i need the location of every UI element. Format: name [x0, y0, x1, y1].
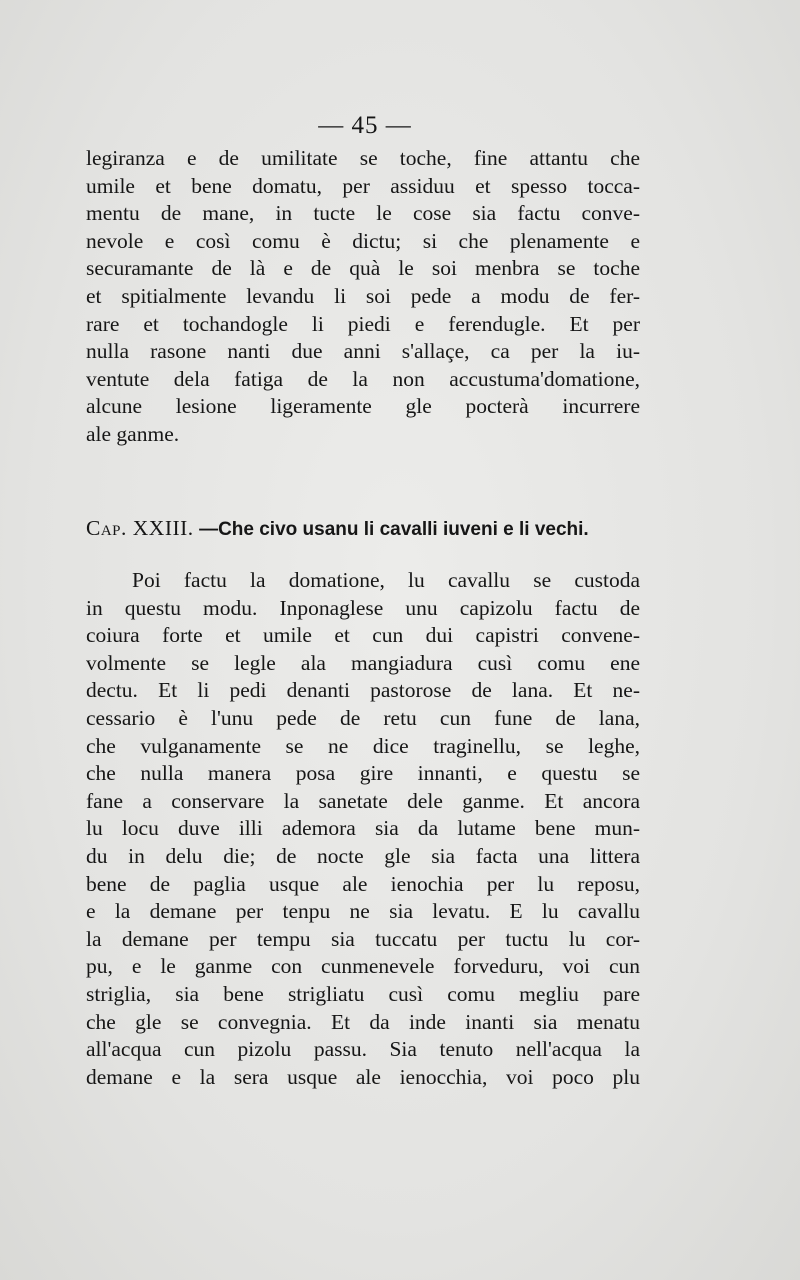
- text-line: la demane per tempu sia tuccatu per tuctu lu cor-: [86, 926, 640, 951]
- text-line: che gle se convegnia. Et da inde inanti sia menatu: [86, 1009, 640, 1034]
- text-line: volmente se legle ala mangiadura cusì comu ene: [86, 650, 640, 675]
- chapter-title: —Che civo usanu li cavalli iuveni e li vechi.: [199, 519, 589, 540]
- chapter-heading: [86, 514, 640, 544]
- text-line: striglia, sia bene strigliatu cusì comu megliu pare: [86, 981, 640, 1006]
- text-line: et spitialmente levandu li soi pede a modu de fer-: [86, 283, 640, 308]
- text-line: du in delu die; de nocte gle sia facta una littera: [86, 843, 640, 868]
- text-line: alcune lesione ligeramente gle pocterà incurrere: [86, 394, 640, 419]
- text-line: in questu modu. Inponaglese unu capizolu factu de: [86, 595, 640, 620]
- text-line: nulla rasone nanti due anni s'allaçe, ca per la iu-: [86, 339, 640, 364]
- text-line: lu locu duve illi ademora sia da lutame bene mun-: [86, 816, 640, 841]
- text-line: e la demane per tenpu ne sia levatu. E lu cavallu: [86, 899, 640, 924]
- text-line: rare et tochandogle li piedi e ferendugle. Et per: [86, 311, 640, 336]
- text-line: nevole e così comu è dictu; si che plenamente e: [86, 228, 640, 253]
- text-line: umile et bene domatu, per assiduu et spesso tocca-: [86, 173, 640, 198]
- text-line: all'acqua cun pizolu passu. Sia tenuto nell'acqua la: [86, 1037, 640, 1062]
- text-line: demane e la sera usque ale ienocchia, voi poco plu: [86, 1064, 640, 1089]
- text-line: coiura forte et umile et cun dui capistri convene-: [86, 623, 640, 648]
- text-line: dectu. Et li pedi denanti pastorose de lana. Et ne-: [86, 678, 640, 703]
- text-line: mentu de mane, in tucte le cose sia factu conve-: [86, 201, 640, 226]
- text-line: che nulla manera posa gire innanti, e questu se: [86, 761, 640, 786]
- text-line: ale ganme.: [86, 421, 180, 446]
- chapter-label: Cap. XXIII.: [86, 516, 194, 540]
- text-line: cessario è l'unu pede de retu cun fune de lana,: [86, 705, 640, 730]
- text-line: Poi factu la domatione, lu cavallu se custoda: [132, 568, 640, 592]
- text-line: pu, e le ganme con cunmenevele forveduru, voi cun: [86, 954, 640, 979]
- text-line: bene de paglia usque ale ienochia per lu reposu,: [86, 871, 640, 896]
- page-number: — 45 —: [318, 112, 412, 139]
- text-line: securamante de là e de quà le soi menbra se toche: [86, 256, 640, 281]
- paragraph-1: [86, 145, 640, 449]
- text-line: che vulganamente se ne dice traginellu, se leghe,: [86, 733, 640, 758]
- text-line: fane a conservare la sanetate dele ganme. Et ancora: [86, 788, 640, 813]
- text-line: ventute dela fatiga de la non accustuma'domatione,: [86, 366, 640, 391]
- paragraph-2: [86, 567, 640, 1091]
- text-line: legiranza e de umilitate se toche, fine attantu che: [86, 146, 640, 170]
